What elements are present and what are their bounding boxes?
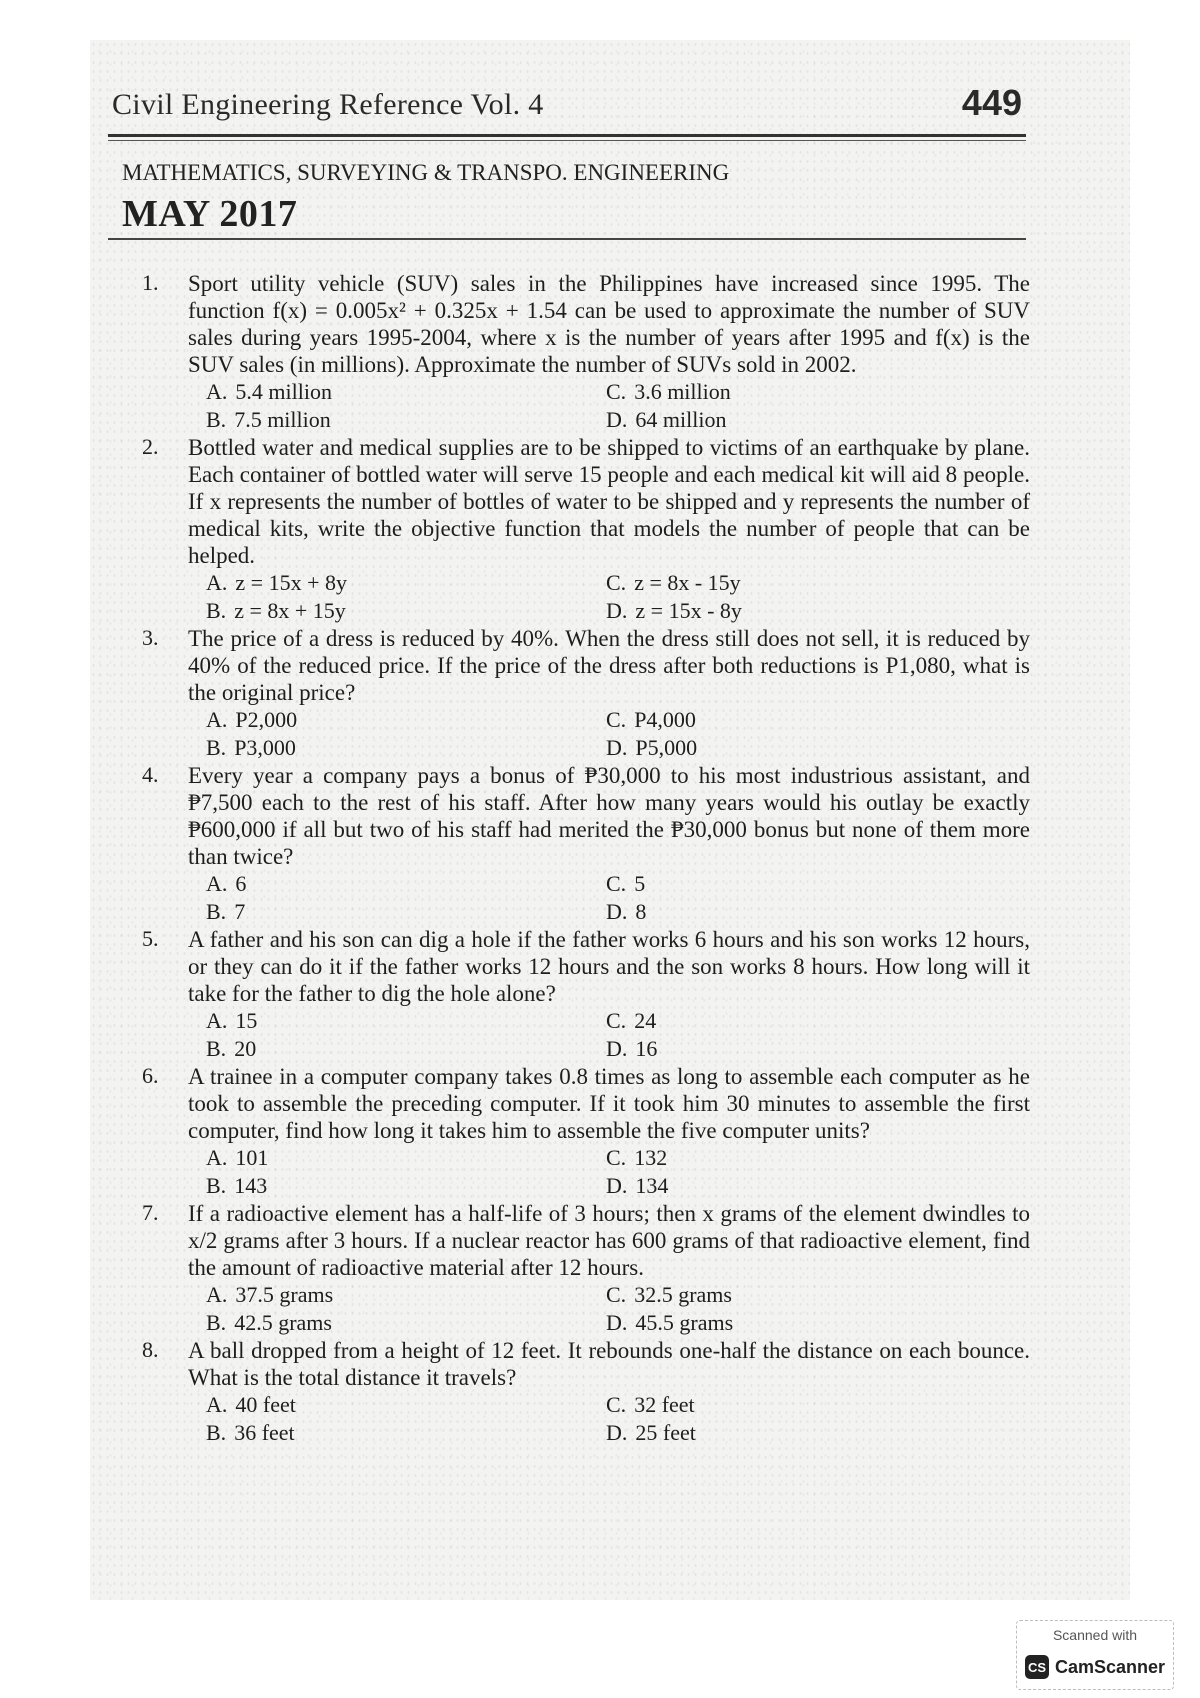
choice-text: 32.5 grams [634, 1282, 732, 1307]
answer-choices [206, 569, 1030, 625]
question-number: 5. [142, 926, 159, 951]
question-number: 1. [142, 270, 159, 295]
book-title: Civil Engineering Reference Vol. 4 [112, 88, 544, 121]
watermark-app-name: CamScanner [1055, 1657, 1166, 1677]
answer-choices [206, 1007, 1030, 1063]
answer-choice [606, 870, 1006, 898]
question-number: 7. [142, 1200, 159, 1225]
choice-text: 6 [235, 871, 247, 896]
choice-letter: C. [606, 871, 627, 896]
choice-letter: C. [606, 1145, 627, 1170]
question-item [142, 270, 1030, 434]
answer-choice [206, 406, 606, 434]
answer-choice [606, 1391, 1006, 1419]
scanner-watermark [1016, 1620, 1174, 1690]
choice-letter: C. [606, 1008, 627, 1033]
answer-choice [206, 1035, 606, 1063]
question-text: If a radioactive element has a half-life of 3 hours; then x grams of the element dwindles to x/2 grams after 3 hours. If a nuclear reactor has 600 grams of that radioactive element, find the amount of radioactive material after 12 hours. [188, 1201, 1030, 1280]
choice-text: z = 15x + 8y [235, 570, 347, 595]
choice-letter: A. [206, 379, 228, 404]
answer-choice [206, 1281, 606, 1309]
question-number: 2. [142, 434, 159, 459]
choice-letter: D. [606, 1036, 628, 1061]
answer-choice [206, 706, 606, 734]
choice-letter: C. [606, 570, 627, 595]
question-number: 8. [142, 1337, 159, 1362]
answer-choice [606, 597, 1006, 625]
exam-date: MAY 2017 [122, 193, 298, 235]
question-number: 3. [142, 625, 159, 650]
answer-choices [206, 1391, 1030, 1447]
watermark-caption: Scanned with [1052, 1627, 1138, 1643]
choice-text: z = 15x - 8y [635, 598, 742, 623]
answer-choice [606, 378, 1006, 406]
question-number: 4. [142, 762, 159, 787]
answer-choice [606, 706, 1006, 734]
question-number: 6. [142, 1063, 159, 1088]
question-text: A trainee in a computer company takes 0.8 times as long to assemble each computer as he took to assemble the preceding computer. If it took him 30 minutes to assemble the first computer, find how long it takes him to assemble the five computer units? [188, 1064, 1030, 1143]
choice-text: 7 [234, 899, 246, 924]
choice-text: 45.5 grams [635, 1310, 734, 1335]
question-list [142, 270, 1030, 1447]
answer-choice [206, 1144, 606, 1172]
choice-letter: A. [206, 707, 228, 732]
choice-text: 15 [235, 1008, 258, 1033]
choice-text: z = 8x - 15y [634, 570, 741, 595]
answer-choice [206, 1419, 606, 1447]
answer-choice [206, 1391, 606, 1419]
answer-choice [606, 1172, 1006, 1200]
choice-text: 143 [234, 1173, 268, 1198]
question-text: The price of a dress is reduced by 40%. When the dress still does not sell, it is reduced by 40% of the reduced price. If the price of the dress after both reductions is P1,080, what is the original price? [188, 626, 1030, 705]
answer-choice [606, 1309, 1006, 1337]
choice-text: 20 [234, 1036, 257, 1061]
answer-choice [206, 1309, 606, 1337]
choice-text: 42.5 grams [234, 1310, 332, 1335]
answer-choice [606, 406, 1006, 434]
choice-letter: A. [206, 871, 228, 896]
choice-letter: B. [206, 1036, 227, 1061]
choice-text: P3,000 [234, 735, 296, 760]
choice-letter: B. [206, 1173, 227, 1198]
question-text: Sport utility vehicle (SUV) sales in the Philippines have increased since 1995. The function f(x) = 0.005x² + 0.325x + 1.54 can be used to approximate the number of SUV sales during years 1995-2004, where x is the number of years after 1995 and f(x) is the SUV sales (in millions). Approximate the number of SUVs sold in 2002. [188, 271, 1030, 377]
choice-letter: C. [606, 379, 627, 404]
choice-text: 5 [634, 871, 646, 896]
choice-text: 134 [635, 1173, 669, 1198]
choice-text: 7.5 million [234, 407, 331, 432]
choice-text: 3.6 million [634, 379, 731, 404]
choice-text: 32 feet [634, 1392, 695, 1417]
choice-letter: B. [206, 735, 227, 760]
answer-choices [206, 1144, 1030, 1200]
choice-text: 101 [235, 1145, 269, 1170]
choice-text: 16 [635, 1036, 658, 1061]
choice-text: 40 feet [235, 1392, 296, 1417]
choice-text: 37.5 grams [235, 1282, 334, 1307]
question-text: Bottled water and medical supplies are to be shipped to victims of an earthquake by plane. Each container of bottled water will serve 15 people and each medical kit will aid 8 people. If x represents the number of bottles of water to be shipped and y represents the number of medical kits, write the objective function that models the number of people that can be helped. [188, 435, 1030, 568]
choice-letter: D. [606, 598, 628, 623]
choice-letter: A. [206, 1282, 228, 1307]
answer-choice [606, 569, 1006, 597]
answer-choice [206, 597, 606, 625]
choice-letter: C. [606, 1282, 627, 1307]
header-rule [108, 134, 1026, 137]
choice-text: 25 feet [635, 1420, 696, 1445]
answer-choice [206, 569, 606, 597]
choice-letter: D. [606, 407, 628, 432]
answer-choice [206, 898, 606, 926]
choice-text: P4,000 [634, 707, 696, 732]
question-text: A ball dropped from a height of 12 feet. It rebounds one-half the distance on each bounce. What is the total distance it travels? [188, 1338, 1030, 1390]
question-item [142, 762, 1030, 926]
answer-choices [206, 706, 1030, 762]
answer-choice [606, 1144, 1006, 1172]
choice-letter: C. [606, 1392, 627, 1417]
choice-text: z = 8x + 15y [234, 598, 346, 623]
camscanner-logo-icon: CS [1025, 1655, 1049, 1679]
section-heading: MATHEMATICS, SURVEYING & TRANSPO. ENGINEERING [122, 160, 730, 185]
section-rule [108, 238, 1026, 240]
question-item [142, 1337, 1030, 1447]
header-rule-thin [108, 140, 1026, 141]
choice-letter: B. [206, 899, 227, 924]
answer-choice [606, 734, 1006, 762]
choice-letter: D. [606, 1420, 628, 1445]
choice-text: 132 [634, 1145, 668, 1170]
answer-choices [206, 870, 1030, 926]
answer-choice [606, 898, 1006, 926]
choice-letter: A. [206, 570, 228, 595]
question-item [142, 434, 1030, 625]
choice-text: 36 feet [234, 1420, 295, 1445]
choice-text: 8 [635, 899, 647, 924]
answer-choice [606, 1419, 1006, 1447]
answer-choice [606, 1007, 1006, 1035]
choice-letter: B. [206, 1310, 227, 1335]
choice-letter: B. [206, 407, 227, 432]
choice-letter: D. [606, 1173, 628, 1198]
choice-letter: A. [206, 1008, 228, 1033]
answer-choice [606, 1281, 1006, 1309]
question-item [142, 625, 1030, 762]
choice-letter: B. [206, 598, 227, 623]
answer-choice [206, 1172, 606, 1200]
question-item [142, 1200, 1030, 1337]
choice-text: 24 [634, 1008, 657, 1033]
answer-choice [206, 870, 606, 898]
choice-letter: A. [206, 1145, 228, 1170]
choice-text: 5.4 million [235, 379, 332, 404]
choice-text: P2,000 [235, 707, 298, 732]
answer-choices [206, 378, 1030, 434]
choice-text: P5,000 [635, 735, 698, 760]
page-number: 449 [961, 82, 1022, 123]
choice-letter: A. [206, 1392, 228, 1417]
question-text: A father and his son can dig a hole if the father works 6 hours and his son works 12 hours, or they can do it if the father works 12 hours and the son works 8 hours. How long will it take for the father to dig the hole alone? [188, 927, 1030, 1006]
choice-text: 64 million [635, 407, 727, 432]
answer-choice [606, 1035, 1006, 1063]
question-item [142, 1063, 1030, 1200]
choice-letter: D. [606, 1310, 628, 1335]
question-text: Every year a company pays a bonus of ₱30,000 to his most industrious assistant, and ₱7,500 each to the rest of his staff. After how many years would his outlay be exactly ₱600,000 if all but two of his staff had merited the ₱30,000 bonus but none of them more than twice? [188, 763, 1030, 869]
answer-choice [206, 1007, 606, 1035]
answer-choice [206, 378, 606, 406]
choice-letter: D. [606, 899, 628, 924]
choice-letter: B. [206, 1420, 227, 1445]
answer-choices [206, 1281, 1030, 1337]
choice-letter: C. [606, 707, 627, 732]
answer-choice [206, 734, 606, 762]
choice-letter: D. [606, 735, 628, 760]
question-item [142, 926, 1030, 1063]
